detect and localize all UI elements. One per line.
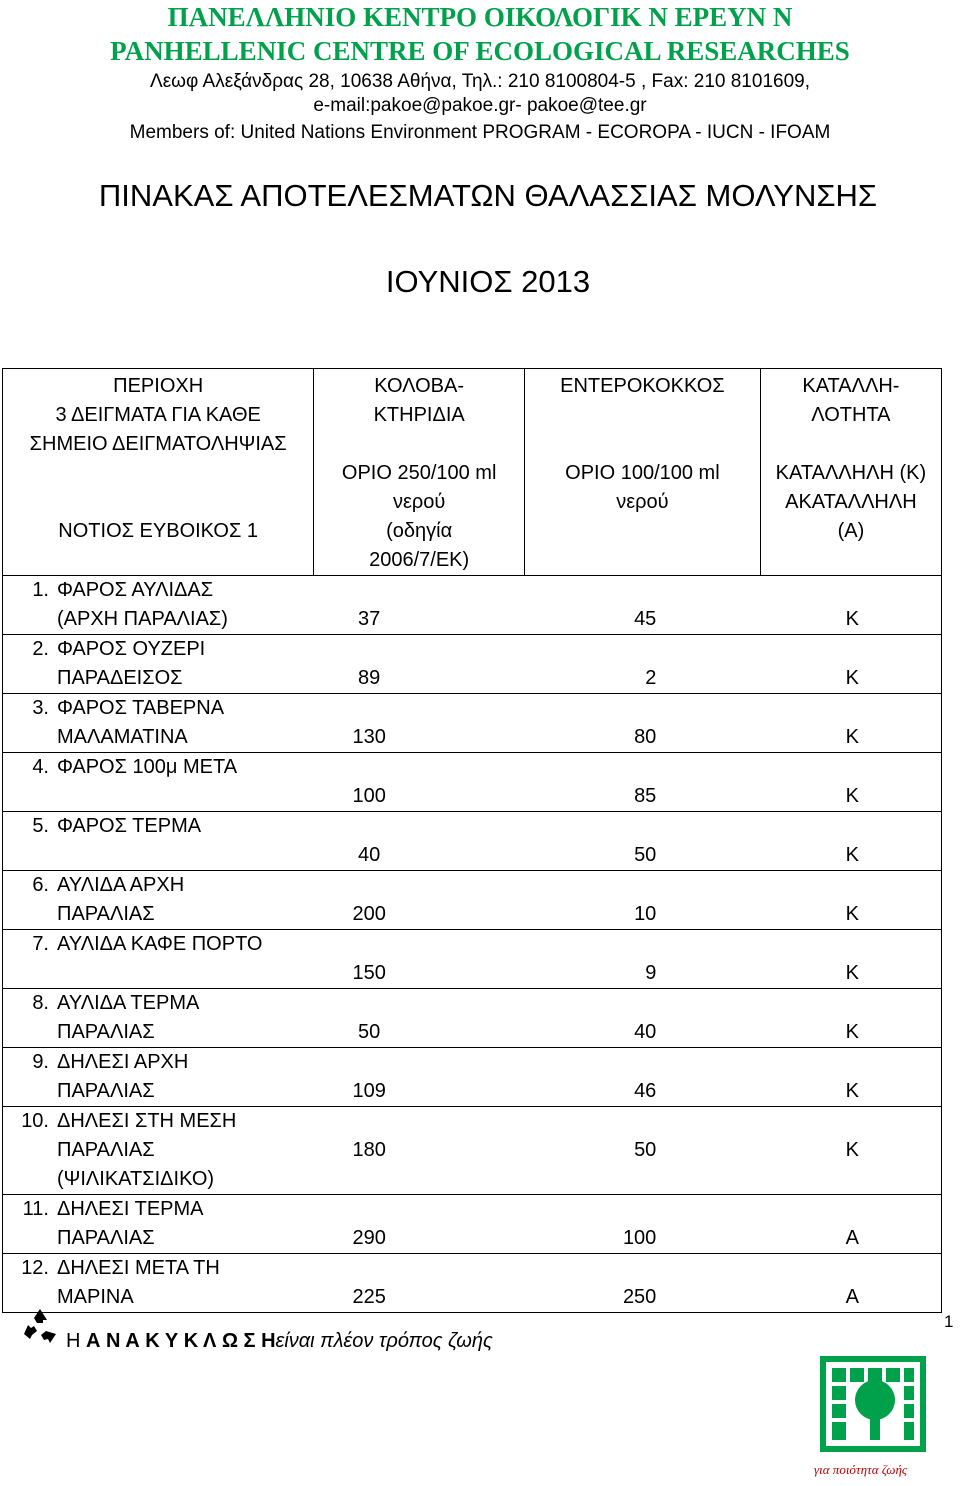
suitability-value-cell (760, 1107, 941, 1195)
table-row (3, 871, 942, 930)
enterococcus-value-cell (525, 1107, 761, 1195)
header-coliform-line4: νερού (392, 491, 446, 513)
coliform-value: 200 (352, 903, 386, 925)
table-row (3, 989, 942, 1048)
row-location-line1: ΔΗΛΕΣΙ ΤΕΡΜΑ (57, 1198, 204, 1220)
results-table (2, 368, 942, 1313)
row-location-line2: ΠΑΡΑΛΙΑΣ (57, 1021, 155, 1043)
header-coliform-line2: ΚΤΗΡΙΔΙΑ (373, 404, 465, 426)
row-location-cell (3, 635, 314, 694)
table-row (3, 694, 942, 753)
row-location-cell (3, 576, 314, 635)
table-row (3, 1107, 942, 1195)
coliform-value: 50 (358, 1021, 381, 1043)
page-number: 1 (944, 1312, 954, 1331)
row-location-line2: ΠΑΡΑΛΙΑΣ (57, 903, 155, 925)
suitability-value-cell (760, 635, 941, 694)
row-location-line1: ΑΥΛΙΔΑ ΤΕΡΜΑ (57, 992, 200, 1014)
table-row (3, 930, 942, 989)
suitability-value: Κ (845, 1021, 859, 1043)
coliform-value: 180 (352, 1139, 386, 1161)
table-row (3, 1195, 942, 1254)
row-location-line1: ΦΑΡΟΣ ΟΥΖΕΡΙ (57, 638, 206, 660)
header-enterococcus-line1: ΕΝΤΕΡΟΚΟΚΚΟΣ (560, 375, 725, 397)
suitability-value: Κ (845, 667, 859, 689)
coliform-value-cell (314, 812, 525, 871)
enterococcus-value-cell (525, 989, 761, 1048)
members-line: Members of: United Nations Environment PROGRAM - ECOROPA - IUCN - IFOAM (129, 122, 831, 143)
enterococcus-value-cell (525, 930, 761, 989)
row-location-line1: ΔΗΛΕΣΙ ΜΕΤΑ ΤΗ (57, 1257, 220, 1279)
suitability-value-cell (760, 1195, 941, 1254)
coliform-value-cell (314, 989, 525, 1048)
enterococcus-value-cell (525, 812, 761, 871)
suitability-value-cell (760, 753, 941, 812)
header-enterococcus-cell (525, 369, 761, 576)
header-area-cell (3, 369, 314, 576)
row-number: 2. (32, 638, 49, 660)
enterococcus-value: 46 (634, 1080, 657, 1102)
row-number: 12. (21, 1257, 49, 1279)
logo-tagline: για ποιότητα ζωής (814, 1462, 908, 1477)
row-location-cell (3, 1107, 314, 1195)
coliform-value: 40 (358, 844, 381, 866)
suitability-value-cell (760, 812, 941, 871)
row-location-line2: ΠΑΡΑΛΙΑΣ (57, 1139, 155, 1161)
coliform-value-cell (314, 1254, 525, 1313)
row-location-line1: ΦΑΡΟΣ ΤΕΡΜΑ (57, 815, 202, 837)
coliform-value-cell (314, 871, 525, 930)
header-area-line2: 3 ΔΕΙΓΜΑΤΑ ΓΙΑ ΚΑΘΕ (55, 404, 261, 426)
row-number: 1. (32, 579, 49, 601)
row-number: 10. (21, 1110, 49, 1132)
row-location-line2: ΜΑΡΙΝΑ (57, 1286, 134, 1308)
suitability-value: Κ (845, 785, 859, 807)
row-location-cell (3, 812, 314, 871)
table-row (3, 753, 942, 812)
row-location-line2: ΠΑΡΑΛΙΑΣ (57, 1227, 155, 1249)
header-coliform-cell (314, 369, 525, 576)
suitability-value-cell (760, 989, 941, 1048)
header-enterococcus-line2: ΟΡΙΟ 100/100 ml (565, 462, 720, 484)
suitability-value-cell (760, 576, 941, 635)
row-location-line1: ΑΥΛΙΔΑ ΚΑΦΕ ΠΟΡΤΟ (57, 933, 263, 955)
row-location-line1: ΦΑΡΟΣ ΤΑΒΕΡΝΑ (57, 697, 225, 719)
org-name-greek: ΠΑΝΕΛΛΗΝΙΟ ΚΕΝΤΡΟ ΟΙΚΟΛΟΓΙΚ Ν ΕΡΕΥΝ Ν (167, 2, 793, 32)
coliform-value-cell (314, 1107, 525, 1195)
coliform-value: 37 (358, 608, 381, 630)
coliform-value: 150 (352, 962, 386, 984)
header-area-line3: ΣΗΜΕΙΟ ΔΕΙΓΜΑΤΟΛΗΨΙΑΣ (29, 433, 287, 455)
header-suitability-line1: ΚΑΤΑΛΛΗ- (802, 375, 900, 397)
coliform-value: 100 (352, 785, 386, 807)
header-suitability-line4: ΑΚΑΤΑΛΛΗΛΗ (785, 491, 917, 513)
table-header-row (3, 369, 942, 576)
enterococcus-value: 9 (645, 962, 657, 984)
row-location-line1: ΦΑΡΟΣ ΑΥΛΙΔΑΣ (57, 579, 214, 601)
enterococcus-value-cell (525, 635, 761, 694)
enterococcus-value: 2 (645, 667, 657, 689)
row-location-cell (3, 694, 314, 753)
row-number: 8. (32, 992, 49, 1014)
suitability-value-cell (760, 694, 941, 753)
row-location-cell (3, 989, 314, 1048)
suitability-value: Κ (845, 608, 859, 630)
row-number: 9. (32, 1051, 49, 1073)
coliform-value: 225 (352, 1286, 386, 1308)
address-line: Λεωφ Αλεξάνδρας 28, 10638 Αθήνα, Τηλ.: 210 8100804-5 , Fax: 210 8101609, (150, 71, 810, 92)
header-enterococcus-line3: νερού (616, 491, 669, 513)
enterococcus-value-cell (525, 753, 761, 812)
row-location-cell (3, 1254, 314, 1313)
header-area-line1: ΠΕΡΙΟΧΗ (113, 375, 204, 397)
enterococcus-value: 40 (634, 1021, 657, 1043)
enterococcus-value: 80 (634, 726, 657, 748)
row-location-cell (3, 1195, 314, 1254)
row-location-line2: ΠΑΡΑΔΕΙΣΟΣ (57, 667, 183, 689)
enterococcus-value: 50 (634, 1139, 657, 1161)
suitability-value: Κ (845, 1139, 859, 1161)
suitability-value: Κ (845, 962, 859, 984)
header-area-line4: ΝΟΤΙΟΣ ΕΥΒΟΙΚΟΣ 1 (58, 520, 259, 542)
document-title: ΠΙΝΑΚΑΣ ΑΠΟΤΕΛΕΣΜΑΤΩΝ ΘΑΛΑΣΣΙΑΣ ΜΟΛΥΝΣΗΣ (98, 178, 878, 213)
row-number: 5. (32, 815, 49, 837)
enterococcus-value-cell (525, 576, 761, 635)
enterococcus-value-cell (525, 694, 761, 753)
enterococcus-value: 10 (634, 903, 657, 925)
slogan-bold: Α Ν Α Κ Υ Κ Λ Ω Σ Η (86, 1330, 276, 1352)
header-coliform-line5: (οδηγία (386, 520, 453, 542)
row-location-line1: ΑΥΛΙΔΑ ΑΡΧΗ (57, 874, 185, 896)
organization-logo (818, 1354, 928, 1454)
coliform-value-cell (314, 1195, 525, 1254)
header-suitability-line2: ΛΟΤΗΤΑ (811, 404, 891, 426)
row-location-cell (3, 930, 314, 989)
enterococcus-value: 100 (622, 1227, 657, 1249)
header-suitability-cell (760, 369, 941, 576)
header-coliform-line6: 2006/7/ΕΚ) (369, 549, 470, 571)
coliform-value: 290 (352, 1227, 386, 1249)
row-location-line2: ΜΑΛΑΜΑΤΙΝΑ (57, 726, 188, 748)
row-location-line3: (ΨΙΛΙΚΑΤΣΙΔΙΚΟ) (57, 1168, 215, 1190)
enterococcus-value-cell (525, 1048, 761, 1107)
coliform-value-cell (314, 576, 525, 635)
row-location-cell (3, 1048, 314, 1107)
slogan-prefix: Η (66, 1330, 86, 1352)
coliform-value: 130 (352, 726, 386, 748)
org-name-english: PANHELLENIC CENTRE OF ECOLOGICAL RESEARCHES (110, 36, 850, 66)
enterococcus-value: 50 (634, 844, 657, 866)
coliform-value-cell (314, 930, 525, 989)
enterococcus-value: 85 (634, 785, 657, 807)
suitability-value: Κ (845, 903, 859, 925)
coliform-value-cell (314, 635, 525, 694)
coliform-value-cell (314, 753, 525, 812)
header-coliform-line3: ΟΡΙΟ 250/100 ml (341, 462, 497, 484)
suitability-value: Κ (845, 844, 859, 866)
suitability-value: Κ (845, 726, 859, 748)
email-line: e-mail:pakoe@pakoe.gr- pakoe@tee.gr (313, 95, 647, 116)
table-body (3, 576, 942, 1313)
slogan-italic: είναι πλέον τρόπος ζωής (275, 1330, 493, 1352)
table-row (3, 635, 942, 694)
row-number: 6. (32, 874, 49, 896)
table-row (3, 1254, 942, 1313)
row-number: 7. (32, 933, 49, 955)
header-suitability-line3: ΚΑΤΑΛΛΗΛΗ (Κ) (775, 462, 927, 484)
coliform-value: 89 (358, 667, 381, 689)
enterococcus-value-cell (525, 1195, 761, 1254)
table-row (3, 576, 942, 635)
row-location-line1: ΔΗΛΕΣΙ ΑΡΧΗ (57, 1051, 189, 1073)
recycle-icon (20, 1306, 60, 1346)
row-location-cell (3, 871, 314, 930)
row-location-cell (3, 753, 314, 812)
row-number: 3. (32, 697, 49, 719)
table-row (3, 1048, 942, 1107)
enterococcus-value-cell (525, 871, 761, 930)
suitability-value: Α (845, 1227, 859, 1249)
row-location-line1: ΔΗΛΕΣΙ ΣΤΗ ΜΕΣΗ (57, 1110, 237, 1132)
enterococcus-value-cell (525, 1254, 761, 1313)
row-number: 4. (32, 756, 49, 778)
table-row (3, 812, 942, 871)
row-location-line1: ΦΑΡΟΣ 100μ ΜΕΤΑ (57, 756, 238, 778)
suitability-value-cell (760, 1048, 941, 1107)
row-location-line2: (ΑΡΧΗ ΠΑΡΑΛΙΑΣ) (57, 608, 228, 630)
suitability-value-cell (760, 930, 941, 989)
enterococcus-value: 45 (634, 608, 657, 630)
row-number: 11. (22, 1198, 49, 1220)
suitability-value-cell (760, 1254, 941, 1313)
suitability-value: Α (845, 1286, 859, 1308)
recycling-slogan (66, 1328, 493, 1354)
row-location-line2: ΠΑΡΑΛΙΑΣ (57, 1080, 155, 1102)
coliform-value-cell (314, 1048, 525, 1107)
coliform-value-cell (314, 694, 525, 753)
enterococcus-value: 250 (622, 1286, 657, 1308)
coliform-value: 109 (352, 1080, 386, 1102)
suitability-value: Κ (845, 1080, 859, 1102)
header-coliform-line1: ΚΟΛΟΒΑ- (374, 375, 465, 397)
header-suitability-line5: (Α) (837, 520, 865, 542)
suitability-value-cell (760, 871, 941, 930)
document-date: ΙΟΥΝΙΟΣ 2013 (385, 264, 591, 299)
